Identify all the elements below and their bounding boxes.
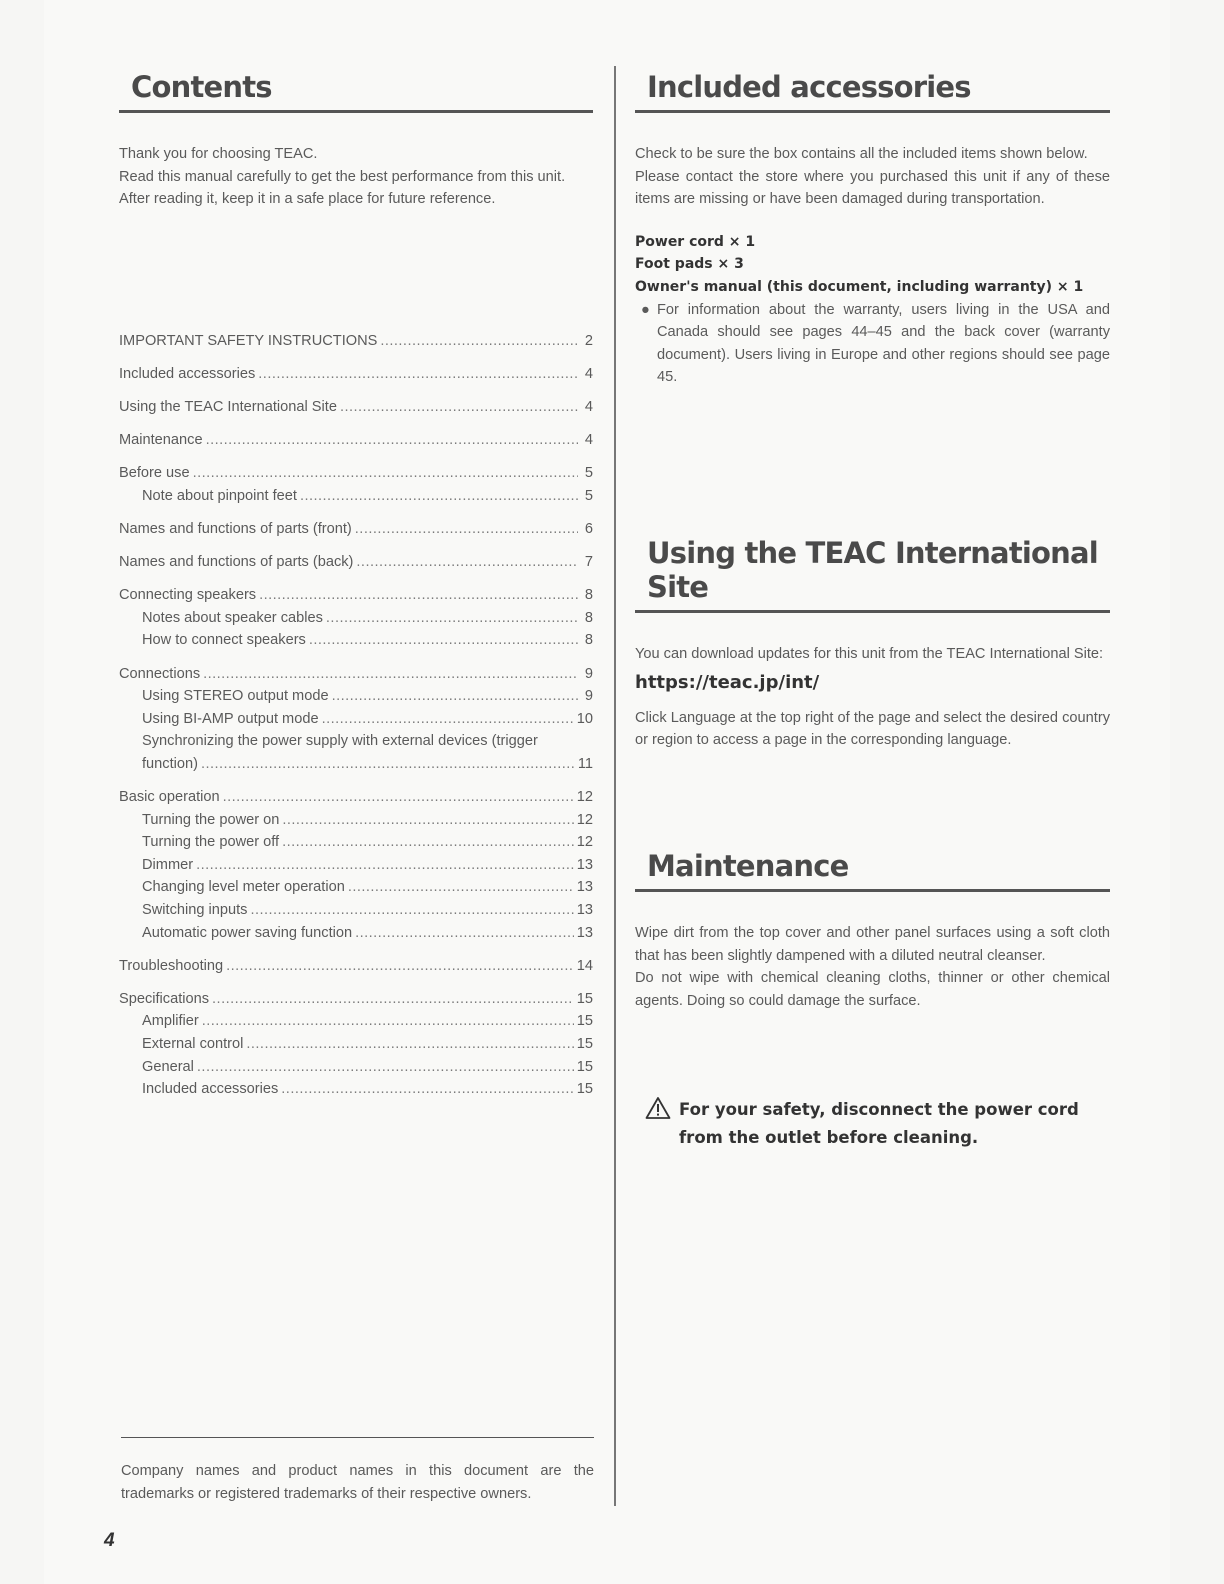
- toc-leader-dots: [309, 629, 578, 652]
- toc-group: [119, 330, 593, 353]
- warning-triangle-icon: [645, 1096, 679, 1152]
- toc-subentry: [119, 730, 593, 753]
- toc-group: [119, 363, 593, 386]
- intro-line: Read this manual carefully to get the best performance from this unit.: [119, 168, 566, 185]
- bullet-icon: ●: [641, 301, 650, 318]
- toc-entry-label: Turning the power on: [142, 811, 280, 828]
- toc-entry-label: Synchronizing the power supply with external devices (trigger: [142, 733, 538, 750]
- toc-subentry: [119, 899, 593, 922]
- trademark-footnote: Company names and product names in this document are the trademarks or registered trademarks of their respective owners.: [121, 1463, 594, 1502]
- accessory-item: Owner's manual (this document, including warranty) × 1: [635, 278, 1084, 295]
- accessories-section: [635, 70, 1110, 389]
- toc-entry-label: Troubleshooting: [119, 957, 224, 974]
- toc-group: [119, 584, 593, 652]
- toc-leader-dots: [332, 685, 578, 708]
- toc-entry-label: Turning the power off: [142, 834, 280, 851]
- toc-entry-label: Before use: [119, 465, 190, 482]
- toc-leader-dots: [340, 396, 578, 419]
- toc-leader-dots: [348, 876, 574, 899]
- toc-page-number: 15: [576, 1081, 593, 1098]
- toc-page-number: 13: [576, 879, 593, 896]
- toc-leader-dots: [196, 854, 574, 877]
- toc-leader-dots: [282, 831, 574, 854]
- toc-leader-dots: [300, 485, 578, 508]
- toc-group: [119, 786, 593, 944]
- toc-entry-label: Connecting speakers: [119, 587, 257, 604]
- toc-entry-label: Switching inputs: [142, 901, 248, 918]
- toc-leader-dots: [250, 899, 573, 922]
- toc-page-number: 9: [584, 665, 593, 682]
- contents-intro: [119, 143, 593, 211]
- toc-entry: [119, 551, 593, 574]
- toc-leader-dots: [203, 663, 578, 686]
- toc-entry-label: Maintenance: [119, 432, 203, 449]
- toc-leader-dots: [322, 708, 574, 731]
- footnote-rule: [121, 1437, 594, 1438]
- toc-entry-label: External control: [142, 1035, 244, 1052]
- site-instructions: Click Language at the top right of the page and select the desired country or region to access a page in the corresponding language.: [635, 709, 1110, 749]
- toc-entry-label: Specifications: [119, 990, 210, 1007]
- intro-line: After reading it, keep it in a safe place for future reference.: [119, 191, 496, 208]
- toc-entry-label: Using the TEAC International Site: [119, 399, 337, 416]
- toc-page-number: 2: [584, 333, 593, 349]
- toc-subentry: [119, 876, 593, 899]
- toc-page-number: 13: [576, 856, 593, 873]
- toc-group: [119, 396, 593, 419]
- toc-leader-dots: [223, 786, 574, 809]
- toc-entry-label: Names and functions of parts (back): [119, 554, 354, 571]
- toc-page-number: 8: [584, 632, 593, 649]
- site-section: [635, 536, 1110, 752]
- accessory-list: [635, 231, 1110, 389]
- warranty-note-text: For information about the warranty, users living in the USA and Canada should see pages 44–45 and the back cover (warranty document). Users living in Europe and other regions should see page 45.: [657, 301, 1110, 386]
- intro-line: Thank you for choosing TEAC.: [119, 146, 318, 162]
- site-title: Using the TEAC International Site: [635, 536, 1110, 613]
- toc-leader-dots: [355, 518, 578, 541]
- toc-entry-label: Amplifier: [142, 1013, 199, 1030]
- toc-entry: [119, 955, 593, 978]
- toc-page-number: 8: [584, 587, 593, 604]
- toc-subentry: [119, 854, 593, 877]
- accessory-item: Foot pads × 3: [635, 256, 744, 273]
- toc-subentry: [119, 1056, 593, 1079]
- toc-page-number: 5: [584, 487, 593, 504]
- safety-warning-text: For your safety, disconnect the power cord from the outlet before cleaning.: [679, 1100, 1079, 1147]
- toc-entry: [119, 584, 593, 607]
- toc-entry-label: Names and functions of parts (front): [119, 521, 352, 538]
- accessories-intro: [635, 143, 1110, 211]
- accessories-intro-text: Check to be sure the box contains all the included items shown below.: [635, 146, 1088, 162]
- toc-entry: [119, 462, 593, 485]
- toc-subentry: [119, 629, 593, 652]
- site-url-link[interactable]: https://teac.jp/int/: [635, 671, 820, 693]
- toc-subentry: [119, 831, 593, 854]
- toc-entry: [119, 518, 593, 541]
- toc-page-number: 4: [584, 366, 593, 383]
- toc-page-number: 13: [576, 924, 593, 941]
- maintenance-section: [635, 849, 1110, 1012]
- toc-leader-dots: [355, 922, 574, 945]
- toc-entry-label: function): [142, 755, 198, 772]
- toc-entry-label: Changing level meter operation: [142, 879, 345, 896]
- toc-page-number: 10: [576, 710, 593, 727]
- toc-entry: [119, 330, 593, 353]
- toc-subentry: [119, 1078, 593, 1101]
- toc-entry: [119, 786, 593, 809]
- maintenance-paragraph: Wipe dirt from the top cover and other panel surfaces using a soft cloth that has been slightly dampened with a diluted neutral cleanser.: [635, 925, 1110, 964]
- toc-leader-dots: [326, 607, 578, 630]
- toc-entry-label: Automatic power saving function: [142, 924, 353, 941]
- warranty-note: [635, 299, 1110, 389]
- toc-leader-dots: [206, 429, 578, 452]
- toc-leader-dots: [197, 1056, 574, 1079]
- toc-page-number: 5: [584, 465, 593, 482]
- toc-group: [119, 518, 593, 541]
- toc-page-number: 6: [584, 521, 593, 538]
- toc-group: [119, 462, 593, 507]
- toc-leader-dots: [380, 330, 578, 353]
- toc-entry-label: General: [142, 1058, 194, 1075]
- contents-section: [119, 70, 593, 211]
- toc-subentry: [119, 753, 593, 776]
- toc-page-number: 15: [576, 990, 593, 1007]
- toc-leader-dots: [246, 1033, 573, 1056]
- safety-warning: [645, 1096, 1115, 1152]
- toc-page-number: 14: [576, 957, 593, 974]
- toc-entry-label: Included accessories: [119, 366, 256, 383]
- toc-subentry: [119, 809, 593, 832]
- toc-group: [119, 955, 593, 978]
- toc-page-number: 15: [576, 1035, 593, 1052]
- toc-subentry: [119, 685, 593, 708]
- maintenance-title: Maintenance: [635, 849, 1110, 892]
- toc-page-number: 9: [584, 688, 593, 705]
- site-intro: You can download updates for this unit from the TEAC International Site:: [635, 646, 1104, 662]
- toc-entry-label: IMPORTANT SAFETY INSTRUCTIONS: [119, 333, 378, 349]
- accessories-title: Included accessories: [635, 70, 1110, 113]
- toc-entry: [119, 429, 593, 452]
- toc-page-number: 15: [576, 1013, 593, 1030]
- toc-subentry: [119, 607, 593, 630]
- toc-page-number: 12: [576, 811, 593, 828]
- toc-page-number: 15: [576, 1058, 593, 1075]
- toc-subentry: [119, 485, 593, 508]
- toc-entry-label: Using BI-AMP output mode: [142, 710, 319, 727]
- toc-page-number: 7: [584, 554, 593, 571]
- toc-entry: [119, 396, 593, 419]
- accessory-item: Power cord × 1: [635, 233, 756, 250]
- toc-entry-label: Note about pinpoint feet: [142, 487, 297, 504]
- toc-entry: [119, 663, 593, 686]
- toc-leader-dots: [212, 988, 574, 1011]
- toc-entry: [119, 988, 593, 1011]
- accessories-intro-text: Please contact the store where you purchased this unit if any of these items are missing or have been damaged during transportation.: [635, 168, 1110, 208]
- toc-entry-label: How to connect speakers: [142, 632, 306, 649]
- right-column: [635, 70, 1110, 1009]
- maintenance-text: [635, 922, 1110, 1012]
- toc-page-number: 11: [577, 755, 593, 772]
- toc-page-number: 12: [576, 834, 593, 851]
- toc-leader-dots: [201, 753, 575, 776]
- maintenance-paragraph: Do not wipe with chemical cleaning cloths, thinner or other chemical agents. Doing so could damage the surface.: [635, 970, 1110, 1009]
- toc-entry-label: Basic operation: [119, 789, 220, 805]
- toc-leader-dots: [282, 809, 573, 832]
- toc-entry-label: Using STEREO output mode: [142, 688, 329, 705]
- toc-leader-dots: [281, 1078, 573, 1101]
- toc-page-number: 4: [584, 399, 593, 416]
- toc-leader-dots: [226, 955, 574, 978]
- toc-leader-dots: [202, 1010, 574, 1033]
- toc-subentry: [119, 922, 593, 945]
- toc-subentry: [119, 1033, 593, 1056]
- toc-page-number: 4: [584, 432, 593, 449]
- toc-leader-dots: [258, 363, 578, 386]
- toc-leader-dots: [259, 584, 578, 607]
- toc-page-number: 12: [576, 789, 593, 805]
- toc-subentry: [119, 708, 593, 731]
- table-of-contents: [119, 330, 593, 1111]
- toc-entry: [119, 363, 593, 386]
- toc-leader-dots: [193, 462, 578, 485]
- toc-entry-label: Notes about speaker cables: [142, 609, 323, 626]
- toc-entry-label: Included accessories: [142, 1081, 279, 1098]
- column-divider: [614, 66, 616, 1506]
- toc-entry-label: Connections: [119, 665, 201, 682]
- toc-group: [119, 663, 593, 776]
- toc-page-number: 13: [576, 901, 593, 918]
- toc-leader-dots: [356, 551, 578, 574]
- toc-entry-label: Dimmer: [142, 856, 194, 873]
- toc-group: [119, 988, 593, 1101]
- toc-group: [119, 551, 593, 574]
- contents-title: Contents: [119, 70, 593, 113]
- toc-page-number: 8: [584, 609, 593, 626]
- toc-subentry: [119, 1010, 593, 1033]
- toc-group: [119, 429, 593, 452]
- page-number: 4: [104, 1530, 115, 1551]
